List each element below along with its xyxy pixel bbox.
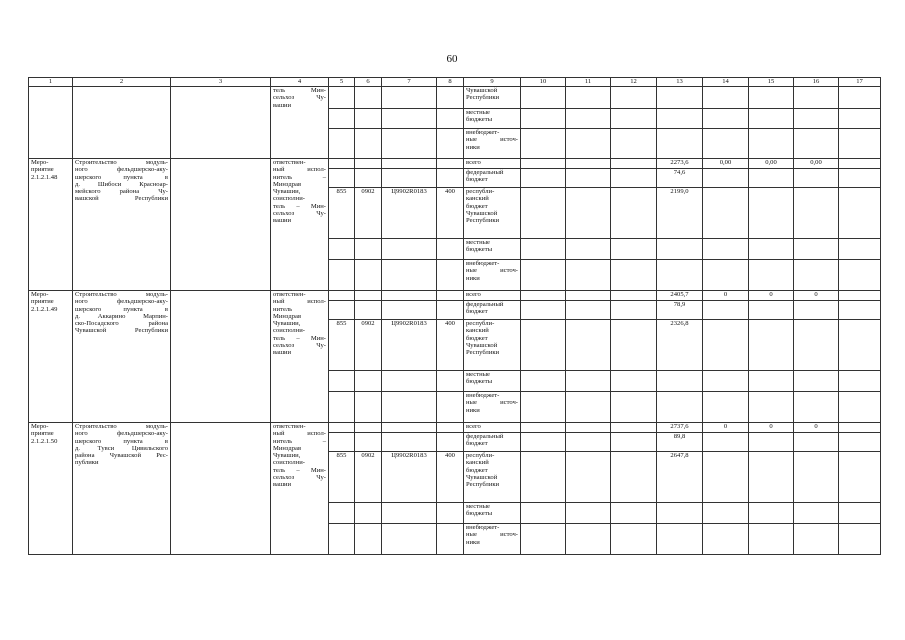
column-number-6: 6	[355, 78, 382, 87]
cell-col13	[657, 503, 703, 524]
cell-funding-source: республи- канский бюджет Чувашской Республики	[464, 188, 521, 239]
cell-col13: 78,9	[657, 301, 703, 320]
cell-col17	[839, 169, 881, 188]
cell-col13: 89,8	[657, 433, 703, 452]
cell-col7	[382, 433, 437, 452]
cell-col12	[611, 320, 657, 371]
cell-executor: ответствен- ный испол- нитель – Минздрав Чувашии, соисполни- тель – Мин- сельхоз Чу- вашии	[271, 423, 329, 555]
cell-col5	[329, 503, 355, 524]
cell-col10	[521, 260, 566, 291]
cell-col15	[749, 129, 794, 159]
cell-col17	[839, 423, 881, 433]
cell-col14	[703, 301, 749, 320]
cell-col17	[839, 392, 881, 423]
cell-col6	[355, 260, 382, 291]
column-number-11: 11	[566, 78, 611, 87]
cell-col6	[355, 433, 382, 452]
cell-col8	[437, 503, 464, 524]
cell-col16: 0	[794, 423, 839, 433]
cell-col8	[437, 392, 464, 423]
cell-col12	[611, 433, 657, 452]
cell-funding-source: федеральный бюджет	[464, 301, 521, 320]
column-number-5: 5	[329, 78, 355, 87]
column-number-1: 1	[29, 78, 73, 87]
cell-col13: 2737,6	[657, 423, 703, 433]
table-row	[29, 423, 881, 433]
cell-col15	[749, 524, 794, 555]
cell-funding-source: федеральный бюджет	[464, 169, 521, 188]
cell-col14	[703, 188, 749, 239]
cell-col5	[329, 524, 355, 555]
cell-col12	[611, 87, 657, 109]
cell-col12	[611, 423, 657, 433]
cell-col8	[437, 239, 464, 260]
cell-col15	[749, 109, 794, 129]
cell-col11	[566, 169, 611, 188]
cell-col11	[566, 188, 611, 239]
cell-col17	[839, 188, 881, 239]
cell-col16	[794, 433, 839, 452]
cell-col7	[382, 239, 437, 260]
cell-col12	[611, 291, 657, 301]
cell-col12	[611, 109, 657, 129]
cell-col17	[839, 159, 881, 169]
cell-col17	[839, 260, 881, 291]
cell-col15	[749, 188, 794, 239]
cell-col3	[171, 159, 271, 291]
cell-col17	[839, 301, 881, 320]
cell-col17	[839, 524, 881, 555]
cell-col11	[566, 87, 611, 109]
cell-funding-source: внебюджет- ные источ- ники	[464, 260, 521, 291]
cell-col10	[521, 87, 566, 109]
cell-col16	[794, 452, 839, 503]
cell-funding-source: внебюджет- ные источ- ники	[464, 392, 521, 423]
cell-col6	[355, 169, 382, 188]
cell-col12	[611, 371, 657, 392]
cell-executor: ответствен- ный испол- нитель Минздрав Чувашии, соисполни- тель – Мин- сельхоз Чу- вашии	[271, 291, 329, 423]
cell-col14	[703, 433, 749, 452]
cell-funding-source: внебюджет- ные источ- ники	[464, 129, 521, 159]
column-number-13: 13	[657, 78, 703, 87]
cell-col17	[839, 320, 881, 371]
cell-col7	[382, 87, 437, 109]
cell-col17	[839, 129, 881, 159]
cell-col11	[566, 260, 611, 291]
cell-col7	[382, 109, 437, 129]
cell-col14	[703, 169, 749, 188]
column-number-row	[29, 78, 881, 87]
column-number-8: 8	[437, 78, 464, 87]
cell-col8	[437, 87, 464, 109]
cell-measure-name: Строительство модуль- ного фельдшерско-аку- шерского пункта в д. Шибоси Красноар- мейского района Чу- вашской Республики	[73, 159, 171, 291]
cell-col8	[437, 371, 464, 392]
cell-col12	[611, 159, 657, 169]
cell-col5	[329, 433, 355, 452]
cell-col2	[73, 87, 171, 159]
cell-col10	[521, 524, 566, 555]
cell-funding-source: всего	[464, 159, 521, 169]
cell-col8	[437, 301, 464, 320]
cell-col17	[839, 433, 881, 452]
cell-col10	[521, 433, 566, 452]
cell-col7	[382, 169, 437, 188]
cell-col15	[749, 320, 794, 371]
cell-executor: тель Мин- сельхоз Чу- вашии	[271, 87, 329, 159]
cell-col16	[794, 320, 839, 371]
cell-col6: 0902	[355, 188, 382, 239]
cell-col11	[566, 239, 611, 260]
cell-col15	[749, 503, 794, 524]
cell-funding-source: республи- канский бюджет Чувашской Республики	[464, 452, 521, 503]
cell-funding-source: местные бюджеты	[464, 109, 521, 129]
cell-col11	[566, 392, 611, 423]
cell-col12	[611, 301, 657, 320]
cell-measure-name: Строительство модуль- ного фельдшерско-аку- шерского пункта в д. Аккарино Марпин- ско-Посадского района Чувашской Республики	[73, 291, 171, 423]
cell-col7	[382, 423, 437, 433]
cell-col8	[437, 159, 464, 169]
cell-col15	[749, 433, 794, 452]
column-number-3: 3	[171, 78, 271, 87]
cell-col5	[329, 129, 355, 159]
cell-col15	[749, 301, 794, 320]
cell-col14	[703, 452, 749, 503]
column-number-14: 14	[703, 78, 749, 87]
column-number-15: 15	[749, 78, 794, 87]
cell-executor: ответствен- ный испол- нитель – Минздрав Чувашии, соисполни- тель – Мин- сельхоз Чу- вашии	[271, 159, 329, 291]
cell-col17	[839, 87, 881, 109]
cell-col6	[355, 301, 382, 320]
cell-col13: 2199,0	[657, 188, 703, 239]
cell-col11	[566, 371, 611, 392]
cell-funding-source: Чувашской Республики	[464, 87, 521, 109]
cell-measure-name: Строительство модуль- ного фельдшерско-аку- шерского пункта в д. Тувси Цивильского района Чувашской Рес- публики	[73, 423, 171, 555]
cell-col16	[794, 188, 839, 239]
cell-col11	[566, 320, 611, 371]
cell-funding-source: местные бюджеты	[464, 239, 521, 260]
cell-col7	[382, 371, 437, 392]
cell-col7: Ц9902R0183	[382, 188, 437, 239]
cell-col17	[839, 291, 881, 301]
cell-col3	[171, 423, 271, 555]
cell-col11	[566, 301, 611, 320]
cell-col12	[611, 188, 657, 239]
table-row	[29, 87, 881, 109]
cell-col15	[749, 392, 794, 423]
cell-col5	[329, 392, 355, 423]
cell-col5	[329, 423, 355, 433]
cell-col8	[437, 291, 464, 301]
cell-col14	[703, 260, 749, 291]
cell-col11	[566, 524, 611, 555]
cell-col11	[566, 291, 611, 301]
cell-col5: 855	[329, 452, 355, 503]
cell-col7: Ц9902R0183	[382, 452, 437, 503]
cell-col11	[566, 159, 611, 169]
cell-col14	[703, 87, 749, 109]
cell-col8	[437, 524, 464, 555]
cell-col15	[749, 452, 794, 503]
cell-col16	[794, 129, 839, 159]
cell-col5	[329, 371, 355, 392]
cell-col5	[329, 239, 355, 260]
cell-col6	[355, 524, 382, 555]
cell-col6	[355, 129, 382, 159]
cell-col1	[29, 87, 73, 159]
cell-col15	[749, 239, 794, 260]
cell-col6	[355, 87, 382, 109]
cell-col13	[657, 87, 703, 109]
cell-col16	[794, 260, 839, 291]
cell-col14	[703, 320, 749, 371]
cell-col3	[171, 87, 271, 159]
column-number-12: 12	[611, 78, 657, 87]
table-row	[29, 291, 881, 301]
cell-col13	[657, 109, 703, 129]
cell-col14	[703, 392, 749, 423]
column-number-10: 10	[521, 78, 566, 87]
table-row	[29, 159, 881, 169]
cell-measure-number: Меро- приятие 2.1.2.1.50	[29, 423, 73, 555]
cell-col16: 0,00	[794, 159, 839, 169]
cell-funding-source: всего	[464, 291, 521, 301]
cell-col13	[657, 129, 703, 159]
cell-col15: 0	[749, 291, 794, 301]
cell-col5	[329, 260, 355, 291]
cell-col8: 400	[437, 320, 464, 371]
cell-col7	[382, 159, 437, 169]
cell-col14	[703, 129, 749, 159]
cell-col5	[329, 301, 355, 320]
cell-col8	[437, 260, 464, 291]
cell-col13: 2326,8	[657, 320, 703, 371]
column-number-17: 17	[839, 78, 881, 87]
cell-col7	[382, 301, 437, 320]
cell-col7	[382, 260, 437, 291]
cell-col6: 0902	[355, 320, 382, 371]
cell-col10	[521, 301, 566, 320]
cell-col15	[749, 260, 794, 291]
cell-col5	[329, 169, 355, 188]
cell-col6	[355, 371, 382, 392]
cell-col10	[521, 129, 566, 159]
cell-col6: 0902	[355, 452, 382, 503]
cell-col15	[749, 169, 794, 188]
cell-col7: Ц9902R0183	[382, 320, 437, 371]
cell-col14: 0	[703, 423, 749, 433]
cell-col7	[382, 524, 437, 555]
cell-col14	[703, 109, 749, 129]
cell-col6	[355, 392, 382, 423]
cell-col7	[382, 129, 437, 159]
cell-col6	[355, 109, 382, 129]
cell-funding-source: федеральный бюджет	[464, 433, 521, 452]
cell-col14: 0	[703, 291, 749, 301]
cell-col11	[566, 109, 611, 129]
cell-col8	[437, 433, 464, 452]
cell-col17	[839, 371, 881, 392]
cell-col5: 855	[329, 188, 355, 239]
cell-col14	[703, 503, 749, 524]
cell-col6	[355, 159, 382, 169]
cell-col8	[437, 129, 464, 159]
page-number: 60	[446, 53, 458, 65]
cell-col15	[749, 87, 794, 109]
cell-col10	[521, 109, 566, 129]
cell-col8: 400	[437, 188, 464, 239]
cell-col11	[566, 423, 611, 433]
cell-col10	[521, 503, 566, 524]
cell-col16	[794, 524, 839, 555]
cell-col12	[611, 260, 657, 291]
cell-col6	[355, 291, 382, 301]
cell-col16	[794, 503, 839, 524]
cell-col13	[657, 371, 703, 392]
cell-col13: 2647,8	[657, 452, 703, 503]
cell-col16	[794, 392, 839, 423]
cell-col5	[329, 87, 355, 109]
cell-col13	[657, 392, 703, 423]
column-number-7: 7	[382, 78, 437, 87]
cell-col8	[437, 109, 464, 129]
cell-funding-source: местные бюджеты	[464, 503, 521, 524]
cell-col11	[566, 433, 611, 452]
cell-col16	[794, 169, 839, 188]
cell-col16	[794, 301, 839, 320]
cell-col8: 400	[437, 452, 464, 503]
cell-col5	[329, 109, 355, 129]
cell-funding-source: республи- канский бюджет Чувашской Республики	[464, 320, 521, 371]
cell-col7	[382, 503, 437, 524]
column-number-2: 2	[73, 78, 171, 87]
cell-col10	[521, 169, 566, 188]
cell-col15	[749, 371, 794, 392]
cell-col10	[521, 159, 566, 169]
cell-col15: 0	[749, 423, 794, 433]
cell-funding-source: внебюджет- ные источ- ники	[464, 524, 521, 555]
cell-col13: 74,6	[657, 169, 703, 188]
cell-col12	[611, 129, 657, 159]
cell-col10	[521, 392, 566, 423]
cell-col11	[566, 452, 611, 503]
cell-col14	[703, 524, 749, 555]
cell-col14: 0,00	[703, 159, 749, 169]
cell-col5: 855	[329, 320, 355, 371]
cell-col12	[611, 392, 657, 423]
cell-col10	[521, 452, 566, 503]
cell-col8	[437, 169, 464, 188]
cell-col14	[703, 239, 749, 260]
cell-col10	[521, 188, 566, 239]
cell-col13: 2273,6	[657, 159, 703, 169]
cell-col17	[839, 109, 881, 129]
cell-col11	[566, 503, 611, 524]
cell-col13: 2405,7	[657, 291, 703, 301]
cell-col12	[611, 239, 657, 260]
cell-col13	[657, 239, 703, 260]
cell-col6	[355, 423, 382, 433]
cell-col10	[521, 320, 566, 371]
cell-col10	[521, 239, 566, 260]
cell-col8	[437, 423, 464, 433]
cell-measure-number: Меро- приятие 2.1.2.1.49	[29, 291, 73, 423]
cell-col10	[521, 371, 566, 392]
column-number-9: 9	[464, 78, 521, 87]
column-number-4: 4	[271, 78, 329, 87]
cell-col13	[657, 260, 703, 291]
cell-funding-source: всего	[464, 423, 521, 433]
cell-col12	[611, 524, 657, 555]
cell-col17	[839, 452, 881, 503]
cell-funding-source: местные бюджеты	[464, 371, 521, 392]
cell-col7	[382, 291, 437, 301]
cell-col16	[794, 87, 839, 109]
cell-col7	[382, 392, 437, 423]
cell-col5	[329, 159, 355, 169]
cell-col12	[611, 452, 657, 503]
cell-col13	[657, 524, 703, 555]
cell-col12	[611, 503, 657, 524]
cell-col16: 0	[794, 291, 839, 301]
cell-col15: 0,00	[749, 159, 794, 169]
cell-col6	[355, 239, 382, 260]
program-table	[28, 77, 881, 555]
cell-col6	[355, 503, 382, 524]
cell-col12	[611, 169, 657, 188]
cell-col3	[171, 291, 271, 423]
cell-col5	[329, 291, 355, 301]
column-number-16: 16	[794, 78, 839, 87]
cell-col10	[521, 291, 566, 301]
cell-col10	[521, 423, 566, 433]
cell-col16	[794, 239, 839, 260]
cell-col17	[839, 239, 881, 260]
cell-col11	[566, 129, 611, 159]
cell-col14	[703, 371, 749, 392]
cell-col16	[794, 371, 839, 392]
cell-col16	[794, 109, 839, 129]
cell-col17	[839, 503, 881, 524]
cell-measure-number: Меро- приятие 2.1.2.1.48	[29, 159, 73, 291]
